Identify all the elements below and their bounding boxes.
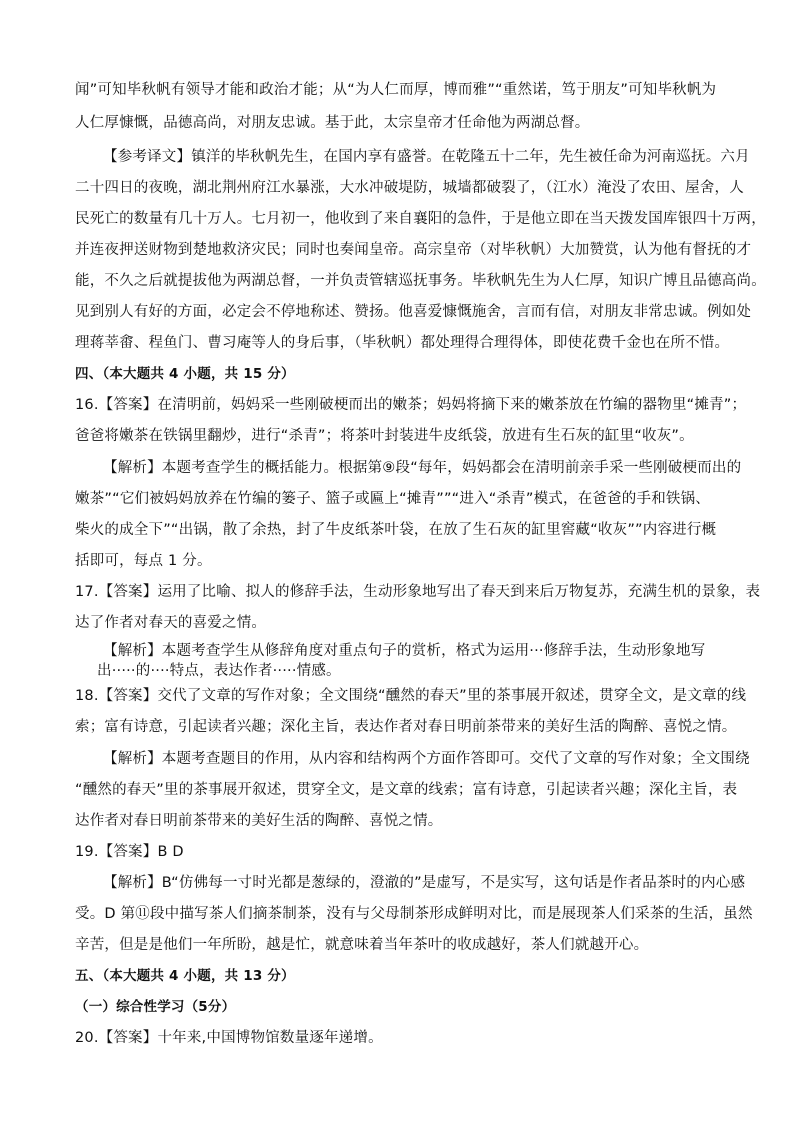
section-heading: 五、（本大题共 4 小题，共 13 分）	[75, 968, 295, 984]
translation-line: 二十四日的夜晚，湖北荆州府江水暴涨，大水冲破堤防，城墙都破裂了，（江水）淹没了农田、屋舍，人	[75, 180, 744, 196]
analysis-line: 【解析】本题考查题目的作用，从内容和结构两个方面作答即可。交代了文章的写作对象；全文围绕	[103, 751, 750, 767]
analysis-line: “醺然的春天”里的茶事展开叙述，贯穿全文，是文章的线索；富有诗意，引起读者兴趣；深化主旨，表	[75, 782, 738, 798]
translation-line: 民死亡的数量有几十万人。七月初一，他收到了来自襄阳的急件，于是他立即在当天拨发国库银四十万两，	[75, 211, 766, 227]
analysis-line: 【解析】本题考查学生从修辞角度对重点句子的赏析，格式为运用···修辞手法，生动形象地写	[103, 643, 706, 659]
translation-line: 【参考译文】镇洋的毕秋帆先生，在国内享有盛誉。在乾隆五十二年，先生被任命为河南巡抚。六月	[103, 149, 750, 165]
text-line: 人仁厚慷慨，品德高尚，对朋友忠诚。基于此，太宗皇帝才任命他为两湖总督。	[75, 115, 590, 131]
answer-line: 17.【答案】运用了比喻、拟人的修辞手法，生动形象地写出了春天到来后万物复苏，充满生机的景象，表	[75, 584, 761, 600]
answer-line: 19.【答案】B D	[75, 844, 184, 860]
translation-line: 见到别人有好的方面，必定会不停地称述、赞扬。他喜爱慷慨施舍，言而有信，对朋友非常忠诚。例如处	[75, 304, 752, 320]
translation-line: 并连夜押送财物到楚地救济灾民；同时也奏闻皇帝。高宗皇帝（对毕秋帆）大加赞赏，认为他有督抚的才	[75, 242, 752, 258]
analysis-line: 【解析】本题考查学生的概括能力。根据第⑨段“每年，妈妈都会在清明前亲手采一些刚破梗而出的	[103, 460, 742, 476]
analysis-line: 达作者对春日明前茶带来的美好生活的陶醉、喜悦之情。	[75, 813, 443, 829]
text-line: 闻”可知毕秋帆有领导才能和政治才能；从“为人仁而厚，博而雅”“重然诺，笃于朋友”可知毕秋帆为	[75, 82, 717, 98]
answer-line: 16.【答案】在清明前，妈妈采一些刚破梗而出的嫩茶；妈妈将摘下来的嫩茶放在竹编的器物里“摊青”；	[75, 397, 747, 413]
analysis-line: 嫩茶”“它们被妈妈放养在竹编的篓子、篮子或匾上“摊青””“进入“杀青”模式，在爸爸的手和铁锅、	[75, 491, 710, 507]
analysis-line: 【解析】B“仿佛每一寸时光都是葱绿的，澄澈的”是虚写，不是实写，这句话是作者品茶时的内心感	[103, 875, 746, 891]
answer-line: 爸爸将嫩茶在铁锅里翻炒，进行“杀青”；将茶叶封装进牛皮纸袋，放进有生石灰的缸里“收灰”。	[75, 428, 694, 444]
subsection-heading: （一）综合性学习（5分）	[75, 999, 236, 1015]
analysis-line: 受。D 第⑪段中描写茶人们摘茶制茶，没有与父母制茶形成鲜明对比，而是展现茶人们采茶的生活，虽然	[75, 906, 753, 922]
analysis-line: 括即可，每点 1 分。	[75, 553, 212, 569]
answer-line: 18.【答案】交代了文章的写作对象；全文围绕“醺然的春天”里的茶事展开叙述，贯穿全文，是文章的线	[75, 688, 747, 704]
analysis-line: 辛苦，但是是他们一年所盼，越是忙，就意味着当年茶叶的收成越好，茶人们就越开心。	[75, 937, 649, 953]
answer-line: 索；富有诗意，引起读者兴趣；深化主旨，表达作者对春日明前茶带来的美好生活的陶醉、喜悦之情。	[75, 719, 737, 735]
section-heading: 四、（本大题共 4 小题，共 15 分）	[75, 366, 295, 382]
answer-line: 达了作者对春天的喜爱之情。	[75, 615, 267, 631]
translation-line: 能，不久之后就提拔他为两湖总督，一并负责管辖巡抚事务。毕秋帆先生为人仁厚，知识广博且品德高尚。	[75, 273, 766, 289]
answer-line: 20.【答案】十年来,中国博物馆数量逐年递增。	[75, 1030, 383, 1046]
analysis-line: 出·····的····特点，表达作者·····情感。	[97, 663, 341, 679]
analysis-line: 柴火的成全下”“出锅，散了余热，封了牛皮纸茶叶袋，在放了生石灰的缸里窖藏“收灰””内容进行概	[75, 522, 717, 538]
translation-line: 理蒋莘畬、程鱼门、曹习庵等人的身后事，（毕秋帆）都处理得合理得体，即使花费千金也在所不惜。	[75, 335, 730, 351]
